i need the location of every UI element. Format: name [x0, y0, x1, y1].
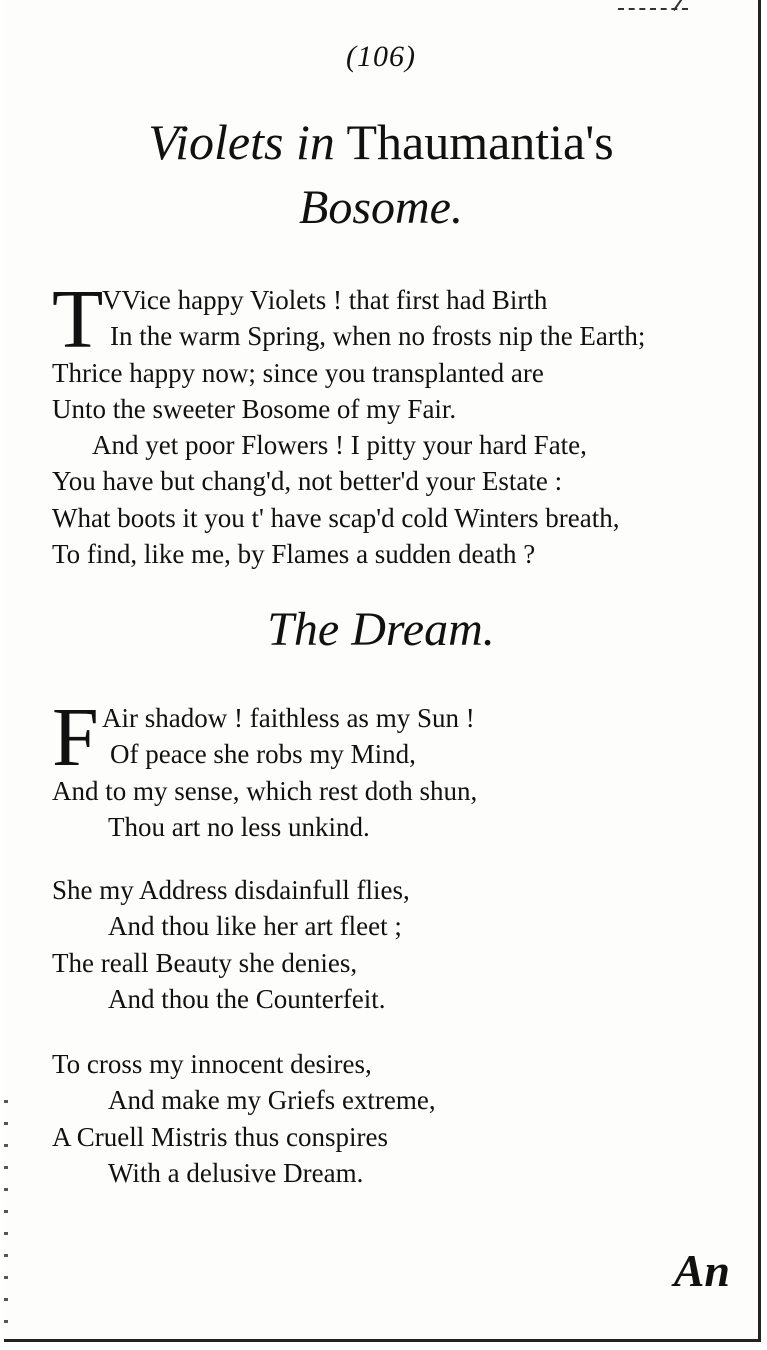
- poem-line: With a delusive Dream.: [108, 1157, 364, 1188]
- poem-line: The reall Beauty she denies,: [52, 947, 358, 978]
- binding-specks: [4, 1100, 8, 1340]
- poem-line: Thou art no less unkind.: [108, 811, 370, 842]
- poem-line: And make my Griefs extreme,: [108, 1085, 436, 1116]
- poem-line: To find, like me, by Flames a sudden death ?: [52, 539, 536, 570]
- poem1-dropcap: T: [52, 273, 104, 366]
- poem2-stanza-1: [52, 691, 752, 845]
- poem-line: You have but chang'd, not better'd your Estate :: [52, 466, 563, 497]
- poem2-stanza-2: [52, 872, 752, 1017]
- poem2-dropcap: F: [52, 691, 99, 784]
- catchword: An: [673, 1245, 730, 1296]
- poem2-title: The Dream.: [267, 603, 495, 656]
- poem-line: And thou the Counterfeit.: [108, 983, 386, 1014]
- poem-line: She my Address disdainfull flies,: [52, 875, 410, 905]
- poem-line: And yet poor Flowers ! I pitty your hard Fate,: [92, 430, 587, 461]
- poem-line: Unto the sweeter Bosome of my Fair.: [52, 393, 457, 424]
- poem-line: Thrice happy now; since you transplanted are: [52, 357, 544, 388]
- poem-line: A Cruell Mistris thus conspires: [52, 1121, 388, 1152]
- poem-line: Air shadow ! faithless as my Sun !: [102, 703, 475, 733]
- poem1-title-line2: Bosome.: [299, 181, 463, 234]
- poem-line: And to my sense, which rest doth shun,: [52, 775, 478, 806]
- poem2-stanza-3: [52, 1046, 752, 1191]
- poem-line: To cross my innocent desires,: [52, 1049, 372, 1079]
- page-number: (106): [346, 40, 416, 73]
- poem1-body: [52, 273, 752, 572]
- poem1-title-italic: Violets in: [148, 114, 335, 170]
- poem-line: In the warm Spring, when no frosts nip the Earth;: [110, 321, 646, 352]
- edge-marks: [618, 8, 688, 10]
- poem-line: What boots it you t' have scap'd cold Winters breath,: [52, 502, 620, 533]
- poem-line: And thou like her art fleet ;: [108, 911, 402, 942]
- poem1-title-roman: Thaumantia's: [346, 114, 614, 170]
- poem-line: Of peace she robs my Mind,: [110, 739, 416, 770]
- poem1-title-line1: [4, 112, 758, 172]
- poem-line: VVice happy Violets ! that first had Birth: [102, 285, 548, 315]
- book-page: [4, 0, 761, 1342]
